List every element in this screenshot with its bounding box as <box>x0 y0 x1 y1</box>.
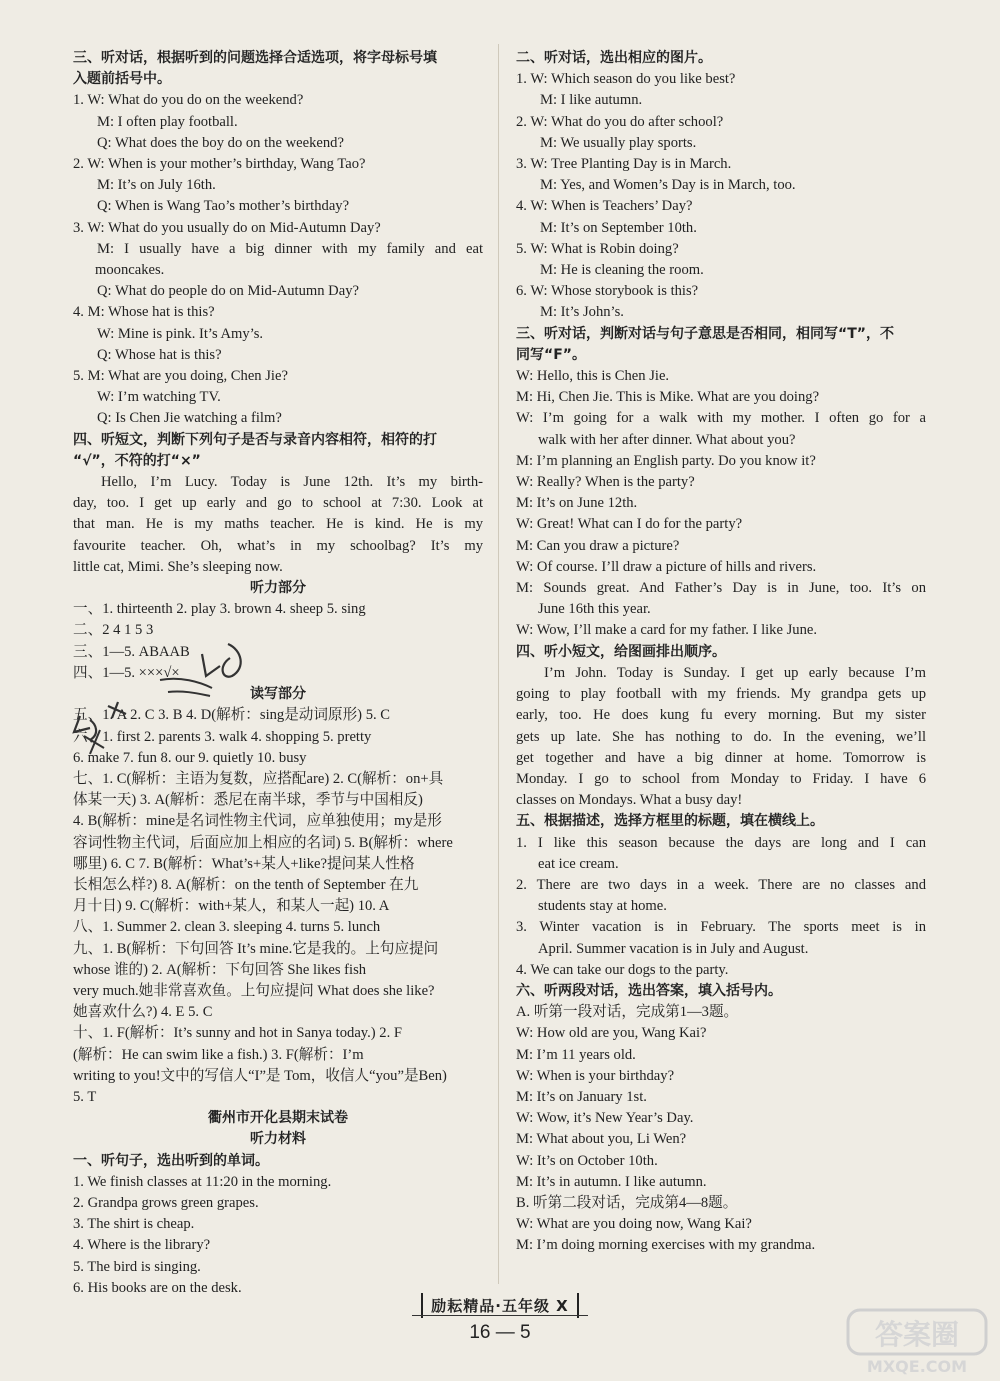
right-line: M: What about you, Li Wen? <box>516 1131 687 1148</box>
right-line: W: I’m going for a walk with my mother. I often go for a <box>516 410 926 427</box>
right-line: 4. We can take our dogs to the party. <box>516 961 729 978</box>
right-line: walk with her after dinner. What about you? <box>538 431 796 448</box>
right-line: get together and have a big dinner at home. Tomorrow is <box>516 749 926 766</box>
right-line: M: I’m 11 years old. <box>516 1046 636 1063</box>
right-line: students stay at home. <box>538 898 667 915</box>
left-line: 4. Where is the library? <box>73 1237 211 1254</box>
left-line: 6. His books are on the desk. <box>73 1279 242 1296</box>
left-line: 四、听短文，判断下列句子是否与录音内容相符，相符的打 <box>73 431 437 448</box>
left-line: favourite teacher. Oh, what’s in my schoolbag? It’s my <box>73 537 483 554</box>
left-line: 月十日) 9. C(解析：with+某人，和某人一起) 10. A <box>73 898 390 915</box>
right-line: M: I’m planning an English party. Do you know it? <box>516 452 816 469</box>
left-line: 容词性物主代词，后面应加上相应的名词) 5. B(解析：where <box>73 834 453 851</box>
left-line: 七、1. C(解析：主语为复数，应搭配are) 2. C(解析：on+具 <box>73 770 444 787</box>
left-line: 3. The shirt is cheap. <box>73 1216 195 1233</box>
right-line: B. 听第二段对话，完成第4—8题。 <box>516 1194 738 1211</box>
right-line: I’m John. Today is Sunday. I get up early because I’m <box>544 664 926 681</box>
left-line: Hello, I’m Lucy. Today is June 12th. It’s my birth- <box>101 474 483 491</box>
left-line: 十、1. F(解析：It’s sunny and hot in Sanya today.) 2. F <box>73 1025 403 1042</box>
right-line: early, too. He does kung fu every morning. But my sister <box>516 707 926 724</box>
right-line: M: Can you draw a picture? <box>516 537 680 554</box>
right-line: eat ice cream. <box>538 855 619 872</box>
right-line: W: Of course. I’ll draw a picture of hills and rivers. <box>516 558 817 575</box>
right-line: 1. I like this season because the days are long and I can <box>516 834 926 851</box>
right-line: M: It’s on September 10th. <box>540 219 697 236</box>
right-line: M: It’s John’s. <box>540 304 624 321</box>
left-line: 九、1. B(解析：下句回答 It’s mine.它是我的。上句应提问 <box>73 940 439 957</box>
left-line: 2. W: When is your mother’s birthday, Wang Tao? <box>73 156 366 173</box>
left-line: 哪里) 6. C 7. B(解析：What’s+某人+like?提问某人性格 <box>73 855 415 872</box>
left-line: mooncakes. <box>95 262 165 279</box>
left-line: 4. M: Whose hat is this? <box>73 304 215 321</box>
right-line: W: It’s on October 10th. <box>516 1152 658 1169</box>
right-line: 同写“F”。 <box>516 346 586 363</box>
right-line: 3. W: Tree Planting Day is in March. <box>516 156 732 173</box>
right-line: W: When is your birthday? <box>516 1067 675 1084</box>
right-line: going to play football with my friends. My grandpa gets up <box>516 686 926 703</box>
footer-brand: 励耘精品·五年级 X <box>421 1293 579 1318</box>
left-line: 入题前括号中。 <box>73 71 171 88</box>
left-line: W: Mine is pink. It’s Amy’s. <box>97 325 264 342</box>
left-line: very much.她非常喜欢鱼。上句应提问 What does she like? <box>73 982 435 999</box>
right-line: W: Wow, I’ll make a card for my father. I like June. <box>516 622 817 639</box>
right-line: 四、听小短文，给图画排出顺序。 <box>516 643 726 660</box>
left-line: Q: What do people do on Mid-Autumn Day? <box>97 283 359 300</box>
left-line: little cat, Mimi. She’s sleeping now. <box>73 558 283 575</box>
right-column <box>516 48 926 1257</box>
left-line: writing to you!文中的写信人“I”是 Tom，收信人“you”是Ben) <box>73 1067 447 1084</box>
footer-rule <box>412 1315 588 1316</box>
right-line: M: It’s in autumn. I like autumn. <box>516 1173 707 1190</box>
left-line: M: I often play football. <box>97 113 238 130</box>
left-line: M: I usually have a big dinner with my family and eat <box>97 240 483 257</box>
right-line: W: How old are you, Wang Kai? <box>516 1025 707 1042</box>
right-line: Monday. I go to school from Monday to Friday. I have 6 <box>516 770 926 787</box>
left-line: 听力材料 <box>250 1131 306 1148</box>
left-line: Q: When is Wang Tao’s mother’s birthday? <box>97 198 350 215</box>
watermark-logo <box>842 1306 992 1378</box>
left-line: 5. The bird is singing. <box>73 1258 201 1275</box>
right-line: 三、听对话，判断对话与句子意思是否相同，相同写“T”，不 <box>516 325 894 342</box>
watermark-text: 答案圈 <box>874 1318 960 1351</box>
left-line: 听力部分 <box>250 580 306 597</box>
left-line: Q: Whose hat is this? <box>97 346 222 363</box>
column-divider <box>498 44 499 1284</box>
left-line: 1. W: What do you do on the weekend? <box>73 92 304 109</box>
right-line: M: I like autumn. <box>540 92 643 109</box>
right-line: April. Summer vacation is in July and August. <box>538 940 809 957</box>
watermark-url: MXQE.COM <box>866 1357 968 1376</box>
right-line: 五、根据描述，选择方框里的标题，填在横线上。 <box>516 813 824 830</box>
right-line: M: Yes, and Women’s Day is in March, too. <box>540 177 796 194</box>
right-line: 6. W: Whose storybook is this? <box>516 283 699 300</box>
right-line: M: We usually play sports. <box>540 134 697 151</box>
left-line: 4. B(解析：mine是名词性物主代词，应单独使用；my是形 <box>73 813 442 830</box>
page-number: 16 — 5 <box>469 1322 531 1343</box>
right-line: M: It’s on June 12th. <box>516 495 638 512</box>
right-line: 2. There are two days in a week. There are no classes and <box>516 876 926 893</box>
left-line: 她喜欢什么?) 4. E 5. C <box>73 1004 213 1021</box>
right-line: 1. W: Which season do you like best? <box>516 71 736 88</box>
right-line: classes on Mondays. What a busy day! <box>516 792 743 809</box>
left-line: 2. Grandpa grows green grapes. <box>73 1194 259 1211</box>
left-line: 长相怎么样?) 8. A(解析：on the tenth of September 在九 <box>73 876 419 893</box>
right-line: 3. Winter vacation is in February. The sports meet is in <box>516 919 926 936</box>
right-line: W: Wow, it’s New Year’s Day. <box>516 1110 694 1127</box>
left-line: Q: Is Chen Jie watching a film? <box>97 410 282 427</box>
left-line: day, too. I get up early and go to school at 7:30. Look at <box>73 495 483 512</box>
left-line: 三、1—5. ABAAB <box>73 643 190 660</box>
left-line: 一、听句子，选出听到的单词。 <box>73 1152 269 1169</box>
right-line: W: What are you doing now, Wang Kai? <box>516 1216 752 1233</box>
left-line: Q: What does the boy do on the weekend? <box>97 134 344 151</box>
left-line: 6. make 7. fun 8. our 9. quietly 10. busy <box>73 749 307 766</box>
right-line: W: Really? When is the party? <box>516 474 695 491</box>
right-line: M: It’s on January 1st. <box>516 1088 647 1105</box>
right-line: 2. W: What do you do after school? <box>516 113 724 130</box>
left-line: 五、1. A 2. C 3. B 4. D(解析：sing是动词原形) 5. C <box>73 707 391 724</box>
left-line: W: I’m watching TV. <box>97 389 221 406</box>
left-line: 5. T <box>73 1088 97 1105</box>
left-line: 读写部分 <box>250 686 306 703</box>
right-line: M: Hi, Chen Jie. This is Mike. What are you doing? <box>516 389 820 406</box>
left-line: 衢州市开化县期末试卷 <box>208 1110 348 1127</box>
right-line: M: Sounds great. And Father’s Day is in June, too. It’s on <box>516 580 926 597</box>
left-line: 1. We finish classes at 11:20 in the morning. <box>73 1173 332 1190</box>
right-line: A. 听第一段对话，完成第1—3题。 <box>516 1004 739 1021</box>
handwritten-marks <box>60 636 250 756</box>
left-line: 体某一天) 3. A(解析：悉尼在南半球，季节与中国相反) <box>73 792 423 809</box>
right-line: 4. W: When is Teachers’ Day? <box>516 198 693 215</box>
left-line: whose 谁的) 2. A(解析：下句回答 She likes fish <box>73 961 367 978</box>
right-line: M: He is cleaning the room. <box>540 262 704 279</box>
right-line: 二、听对话，选出相应的图片。 <box>516 50 712 66</box>
right-line: M: I’m doing morning exercises with my grandma. <box>516 1237 816 1254</box>
left-line: M: It’s on July 16th. <box>97 177 216 194</box>
right-line: gets up late. She has nothing to do. In the evening, we’ll <box>516 728 926 745</box>
left-line: 八、1. Summer 2. clean 3. sleeping 4. turns 5. lunch <box>73 919 381 936</box>
right-line: June 16th this year. <box>538 601 651 618</box>
right-line: W: Hello, this is Chen Jie. <box>516 368 670 385</box>
left-line: 四、1—5. ×××√× <box>73 664 180 681</box>
left-line: that man. He is my maths teacher. He is kind. He is my <box>73 516 483 533</box>
left-line: 3. W: What do you usually do on Mid-Autumn Day? <box>73 219 381 236</box>
left-line: 三、听对话，根据听到的问题选择合适选项，将字母标号填 <box>73 50 437 66</box>
left-line: 一、1. thirteenth 2. play 3. brown 4. sheep 5. sing <box>73 601 366 618</box>
right-line: 5. W: What is Robin doing? <box>516 240 679 257</box>
right-line: 六、听两段对话，选出答案，填入括号内。 <box>516 982 782 999</box>
left-line: (解析：He can swim like a fish.) 3. F(解析：I’m <box>73 1046 364 1063</box>
left-line: 二、2 4 1 5 3 <box>73 622 154 639</box>
left-line: “√”，不符的打“×” <box>73 452 201 469</box>
right-line: W: Great! What can I do for the party? <box>516 516 743 533</box>
left-line: 六、1. first 2. parents 3. walk 4. shopping 5. pretty <box>73 728 372 745</box>
left-line: 5. M: What are you doing, Chen Jie? <box>73 368 288 385</box>
